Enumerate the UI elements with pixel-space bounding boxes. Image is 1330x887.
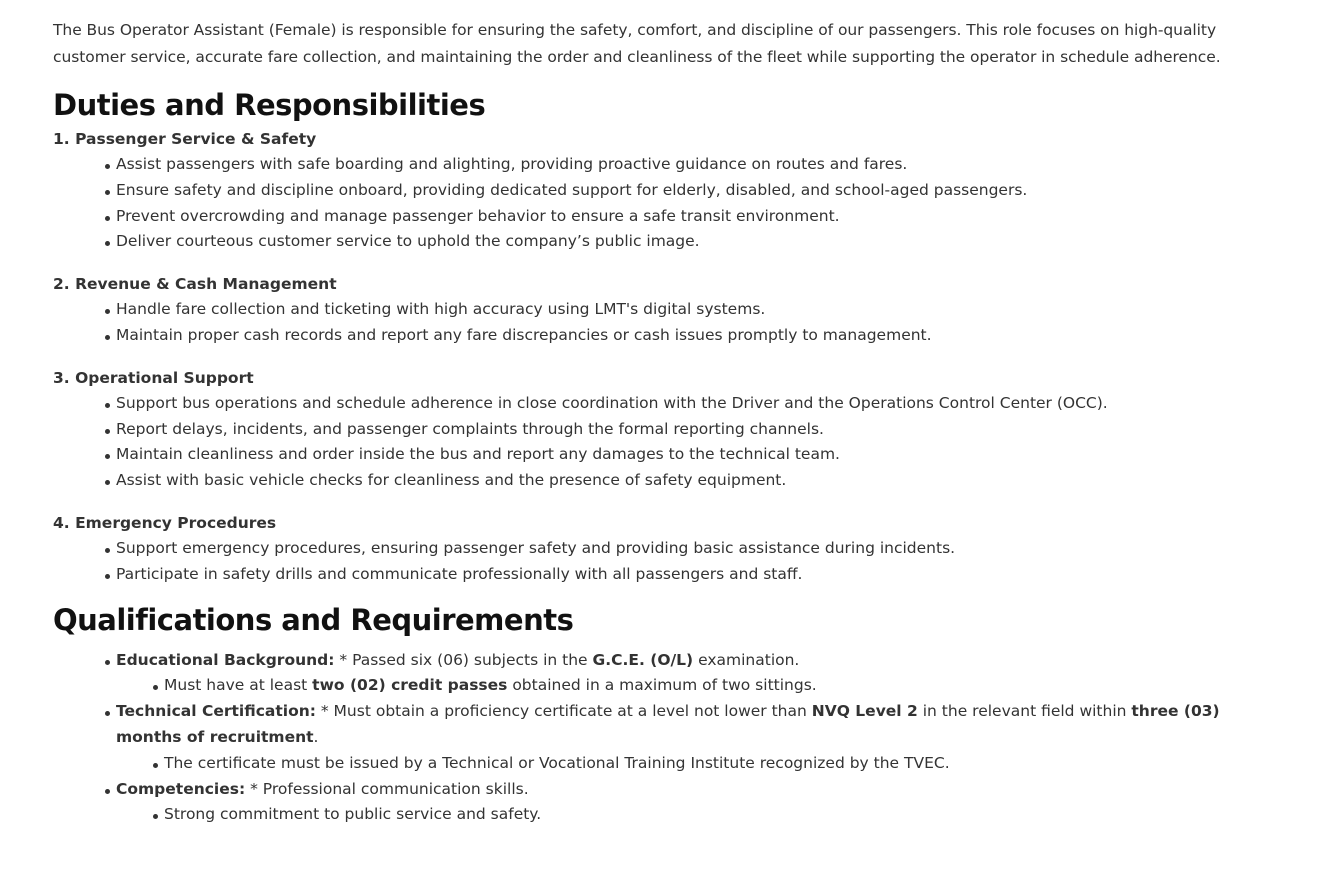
qualification-emphasis: two (02) credit passes <box>312 676 508 695</box>
qualification-text: * Professional communication skills. <box>245 779 529 798</box>
duties-heading: Duties and Responsibilities <box>53 88 486 122</box>
qualification-technical <box>104 699 1278 776</box>
qualification-text: * Must obtain a proficiency certificate at a level not lower than <box>315 702 812 721</box>
qualification-competencies <box>104 777 1278 829</box>
section-title: 4. Emergency Procedures <box>53 513 277 532</box>
bullet-list <box>53 152 1278 255</box>
list-item: Support emergency procedures, ensuring passenger safety and providing basic assistance during incidents. <box>104 536 1278 562</box>
qualification-label: Competencies: <box>116 779 246 798</box>
section-operational-support <box>53 365 1278 494</box>
list-item: Assist passengers with safe boarding and alighting, providing proactive guidance on routes and fares. <box>104 152 1278 178</box>
sub-list <box>116 751 1278 777</box>
section-emergency-procedures <box>53 510 1278 588</box>
list-item: Prevent overcrowding and manage passenger behavior to ensure a safe transit environment. <box>104 204 1278 230</box>
qualifications-heading: Qualifications and Requirements <box>53 602 574 637</box>
qualification-label: Technical Certification: <box>116 702 316 721</box>
section-title: 2. Revenue & Cash Management <box>53 275 337 294</box>
qualification-text: in the relevant field within <box>917 702 1132 721</box>
qualification-emphasis: NVQ Level 2 <box>811 702 918 721</box>
section-title: 1. Passenger Service & Safety <box>53 130 317 148</box>
list-item: Maintain proper cash records and report any fare discrepancies or cash issues promptly to management. <box>104 323 1278 349</box>
sub-list <box>116 802 1278 828</box>
qualification-education <box>104 648 1278 700</box>
qualification-text: . <box>313 727 319 746</box>
list-item: Assist with basic vehicle checks for cleanliness and the presence of safety equipment. <box>104 468 1278 494</box>
list-item: Report delays, incidents, and passenger complaints through the formal reporting channels. <box>104 417 1278 443</box>
sub-list-item <box>152 673 1278 699</box>
qualification-text: Must have at least <box>164 676 313 695</box>
qualification-emphasis: three (03) months of recruitment <box>116 702 1220 746</box>
list-item: Deliver courteous customer service to uphold the company’s public image. <box>104 229 1278 255</box>
section-title: 3. Operational Support <box>53 368 254 387</box>
section-revenue-cash <box>53 271 1278 349</box>
qualification-text: obtained in a maximum of two sittings. <box>507 676 817 695</box>
list-item: Participate in safety drills and communicate professionally with all passengers and staff. <box>104 562 1278 588</box>
list-item: Ensure safety and discipline onboard, providing dedicated support for elderly, disabled, and school-aged passengers. <box>104 178 1278 204</box>
bullet-list <box>53 297 1278 349</box>
bullet-list <box>53 391 1278 494</box>
list-item: Handle fare collection and ticketing with high accuracy using LMT's digital systems. <box>104 297 1278 323</box>
sub-list-item: The certificate must be issued by a Technical or Vocational Training Institute recognized by the TVEC. <box>152 751 1278 777</box>
section-passenger-service <box>53 126 1278 255</box>
list-item: Support bus operations and schedule adherence in close coordination with the Driver and the Operations Control Center (OCC). <box>104 391 1278 417</box>
intro-paragraph: The Bus Operator Assistant (Female) is responsible for ensuring the safety, comfort, and discipline of our passengers. This role focuses on high-quality customer service, accurate fare collection, and maintaining the order and cleanliness of the fleet while supporting the operator in schedule adherence. <box>53 21 1221 66</box>
sub-list-item: Strong commitment to public service and safety. <box>152 802 1278 828</box>
qualification-text: examination. <box>693 650 800 669</box>
qualification-text: * Passed six (06) subjects in the <box>334 650 593 669</box>
qualifications-list <box>53 648 1278 829</box>
qualification-emphasis: G.C.E. (O/L) <box>592 650 694 669</box>
sub-list <box>116 673 1278 699</box>
bullet-list <box>53 536 1278 588</box>
list-item: Maintain cleanliness and order inside the bus and report any damages to the technical team. <box>104 442 1278 468</box>
qualification-label: Educational Background: <box>116 650 335 669</box>
